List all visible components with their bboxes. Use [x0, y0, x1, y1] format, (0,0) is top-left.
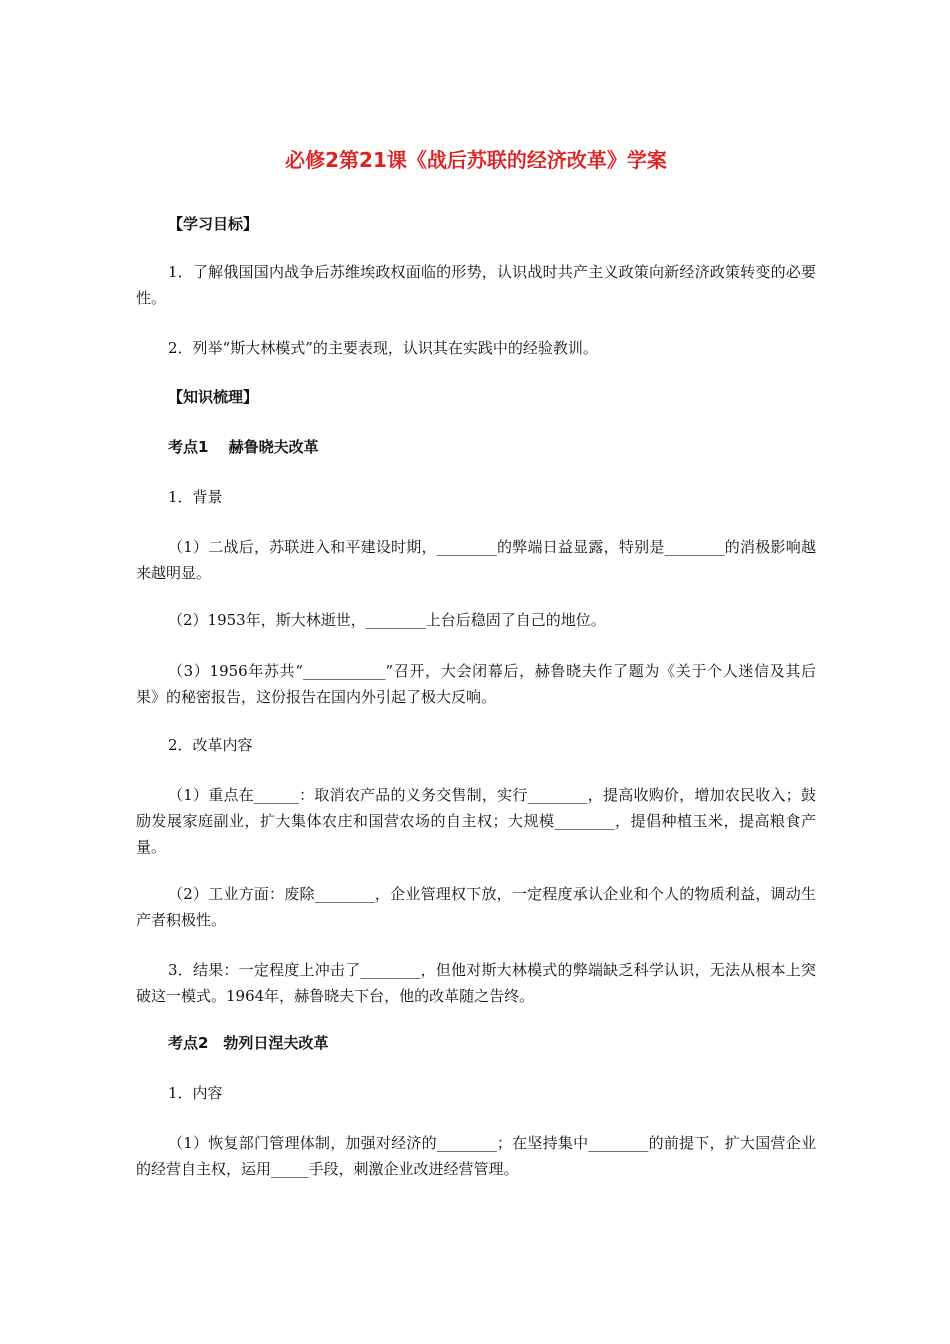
section-heading-goals: 【学习目标】	[168, 215, 259, 233]
point-1-background-label: 1．背景	[168, 488, 223, 506]
document-title: 必修2第21课《战后苏联的经济改革》学案	[285, 148, 667, 172]
goal-item-2: 2．列举“斯大林模式”的主要表现，认识其在实践中的经验教训。	[168, 339, 598, 357]
point-2-content-item-1: （1）恢复部门管理体制，加强对经济的________；在坚持集中________的前提下，扩大国营企业的经营自主权，运用_____手段，刺激企业改进经营管理。	[136, 1134, 816, 1178]
point-2-content-label: 1．内容	[168, 1084, 223, 1102]
point-1-background-item-2: （2）1953年，斯大林逝世，________上台后稳固了自己的地位。	[168, 611, 606, 629]
point-1-background-item-3: （3）1956年苏共“___________”召开，大会闭幕后，赫鲁晓夫作了题为《关于个人迷信及其后果》的秘密报告，这份报告在国内外引起了极大反响。	[136, 662, 816, 706]
goal-item-1: 1．了解俄国国内战争后苏维埃政权面临的形势，认识战时共产主义政策向新经济政策转变的必要性。	[136, 263, 816, 307]
point-1-content-item-2: （2）工业方面：废除________，企业管理权下放，一定程度承认企业和个人的物质利益，调动生产者积极性。	[136, 885, 816, 929]
point-1-background-item-1: （1）二战后，苏联进入和平建设时期，________的弊端日益显露，特别是________的消极影响越来越明显。	[136, 538, 816, 582]
point-2-heading: 考点2 勃列日涅夫改革	[168, 1034, 329, 1052]
point-1-content-item-1: （1）重点在______：取消农产品的义务交售制，实行________，提高收购价，增加农民收入；鼓励发展家庭副业，扩大集体农庄和国营农场的自主权；大规模________，提倡种植玉米，提高粮食产量。	[136, 786, 816, 856]
point-1-content-label: 2．改革内容	[168, 736, 253, 754]
point-1-heading: 考点1 赫鲁晓夫改革	[168, 438, 319, 456]
point-1-result: 3．结果：一定程度上冲击了________，但他对斯大林模式的弊端缺乏科学认识，无法从根本上突破这一模式。1964年，赫鲁晓夫下台，他的改革随之告终。	[136, 961, 816, 1005]
section-heading-knowledge: 【知识梳理】	[168, 388, 259, 406]
